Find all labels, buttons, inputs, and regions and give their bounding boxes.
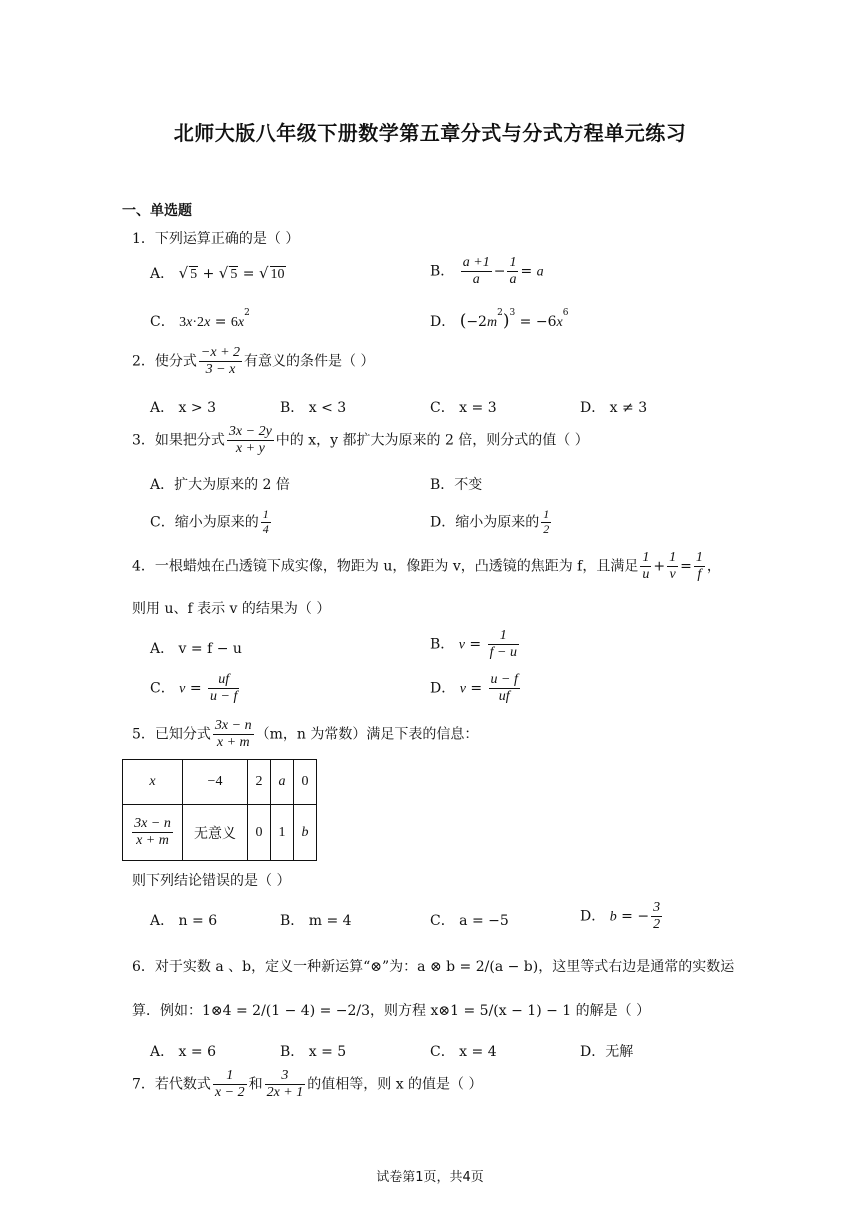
table-cell: −4 <box>183 760 248 805</box>
table-row <box>123 805 317 861</box>
question-1-stem: 1．下列运算正确的是（ ） <box>132 231 300 247</box>
fraction-numerator: 1 <box>543 507 550 521</box>
section-heading: 一、单选题 <box>122 203 192 219</box>
option-label: D． <box>430 314 456 330</box>
stem-text: （m，n 为常数）满足下表的信息： <box>255 726 479 743</box>
stem-text: 的值相等，则 x 的值是（ ） <box>307 1076 483 1093</box>
fraction-numerator: 3 <box>651 900 662 917</box>
option-label: A． <box>150 266 175 282</box>
stem-text: 中的 x，y 都扩大为原来的 2 倍，则分式的值（ ） <box>275 432 589 449</box>
stem-text: 5．已知分式 <box>132 726 211 743</box>
table-cell: b <box>294 805 317 861</box>
fraction-numerator: u − f <box>489 672 520 689</box>
fraction-denominator: 3 − x <box>205 362 236 378</box>
question-6-option-b: B． x = 5 <box>280 1044 347 1060</box>
question-3-option-b: B．不变 <box>430 477 483 493</box>
option-text: D．缩小为原来的 <box>430 514 540 531</box>
question-5-option-a: A． n = 6 <box>150 913 218 929</box>
stem-text: 3．如果把分式 <box>132 432 225 449</box>
question-5-option-c: C． a = −5 <box>430 913 509 929</box>
table-cell: 无意义 <box>183 805 248 861</box>
fraction-numerator: 3 <box>265 1068 306 1085</box>
info-table <box>122 759 317 861</box>
fraction-denominator: x + m <box>216 735 250 751</box>
table-row <box>123 760 317 805</box>
fraction-denominator: 4 <box>262 521 269 536</box>
question-5-after: 则下列结论错误的是（ ） <box>132 873 291 889</box>
fraction-numerator: 3x − 2y <box>227 424 274 441</box>
question-3-option-c <box>150 508 273 537</box>
fraction-denominator: uf <box>498 689 510 705</box>
option-text: C．缩小为原来的 <box>150 514 259 531</box>
question-7-stem <box>132 1068 483 1101</box>
page-footer: 试卷第1页，共4页 <box>376 1170 484 1185</box>
question-3-option-a: A．扩大为原来的 2 倍 <box>150 477 290 493</box>
question-6-stem-line2: 算．例如：1⊗4 = 2/(1 − 4) = −2/3，则方程 x⊗1 = 5/(x − 1) − 1 的解是（ ） <box>132 1003 651 1019</box>
question-2-option-a: A． x > 3 <box>150 400 216 416</box>
question-1-option-c: C． $3x\cdot 2x = 6x^2$ <box>150 308 250 330</box>
question-2-option-c: C． x = 3 <box>430 400 497 416</box>
fraction-numerator: uf <box>208 672 239 689</box>
question-2-stem <box>132 345 374 378</box>
question-3-option-d <box>430 508 553 537</box>
fraction-numerator: 1 <box>262 507 269 521</box>
question-1-option-a: A． √ 5 + √ 5 = √ 10 <box>150 264 285 282</box>
fraction-denominator: 2x + 1 <box>266 1085 304 1101</box>
question-4-option-a: A． v = f − u <box>150 641 242 657</box>
table-cell: 0 <box>248 805 271 861</box>
question-4-stem: 4．一根蜡烛在凸透镜下成实像，物距为 u，像距为 v，凸透镜的焦距为 f，且满足 $\frac{1}{u}$ + $\frac{1}{v}$ = $\frac{1}{f}$ ， <box>132 550 721 583</box>
fraction-numerator: 1 <box>488 628 519 645</box>
table-cell: x <box>123 760 183 805</box>
fraction-denominator: u − f <box>210 689 238 705</box>
question-4-option-b: B． v = $\frac{1}{f - u}$ <box>430 628 517 661</box>
stem-text: 2．使分式 <box>132 353 197 370</box>
option-label: C． <box>150 314 175 330</box>
option-label: D． <box>430 680 456 697</box>
page-title: 北师大版八年级下册数学第五章分式与分式方程单元练习 <box>173 121 687 145</box>
fraction-denominator: 2 <box>653 917 661 933</box>
question-6-option-d: D．无解 <box>580 1044 634 1060</box>
option-label: D． <box>580 908 606 925</box>
table-cell: 0 <box>294 760 317 805</box>
table-cell: 1 <box>271 805 294 861</box>
question-5-option-d: D． b = − $\frac{3}{2}$ <box>580 900 661 933</box>
fraction-numerator: 3x − n <box>213 718 254 735</box>
question-5-stem <box>132 718 478 751</box>
fraction-denominator: x + m <box>136 833 169 848</box>
question-1-option-b: B． $\frac{a +1}{a}$ − $\frac{1}{a}$ = a <box>430 255 544 288</box>
question-3-stem <box>132 424 589 457</box>
fraction-numerator: 1 <box>213 1068 247 1085</box>
stem-text: 有意义的条件是（ ） <box>244 353 375 370</box>
question-4-option-c: C． v = $\frac{uf}{u - f}$ <box>150 672 238 705</box>
stem-text: 7．若代数式 <box>132 1076 211 1093</box>
question-6-option-a: A． x = 6 <box>150 1044 216 1060</box>
question-4-stem-line2: 则用 u、f 表示 v 的结果为（ ） <box>132 601 331 617</box>
question-1-option-d: D． $(-2m^2)^3 = -6x^6$ <box>430 308 569 331</box>
question-4-option-d: D． v = $\frac{u - f}{uf}$ <box>430 672 518 705</box>
table-cell: 2 <box>248 760 271 805</box>
fraction-numerator: 3x − n <box>132 816 173 833</box>
option-label: B． <box>430 636 455 653</box>
question-5-option-b: B． m = 4 <box>280 913 352 929</box>
fraction-numerator: −x + 2 <box>199 345 242 362</box>
stem-text: 4．一根蜡烛在凸透镜下成实像，物距为 u，像距为 v，凸透镜的焦距为 f，且满足 <box>132 558 639 575</box>
stem-text: 和 <box>248 1076 263 1093</box>
question-2-option-b: B． x < 3 <box>280 400 347 416</box>
question-2-option-d: D． x ≠ 3 <box>580 400 648 416</box>
table-cell <box>123 805 183 861</box>
question-6-option-c: C． x = 4 <box>430 1044 497 1060</box>
fraction-denominator: f − u <box>489 645 517 661</box>
question-6-stem: 6．对于实数 a 、b，定义一种新运算“⊗”为：a ⊗ b = 2/(a − b)，这里等式右边是通常的实数运 <box>132 959 735 975</box>
option-label: B． <box>430 263 455 280</box>
table-cell: a <box>271 760 294 805</box>
fraction-denominator: x − 2 <box>214 1085 245 1101</box>
fraction-denominator: 2 <box>543 521 550 536</box>
option-label: C． <box>150 680 175 697</box>
fraction-denominator: x + y <box>235 441 265 457</box>
